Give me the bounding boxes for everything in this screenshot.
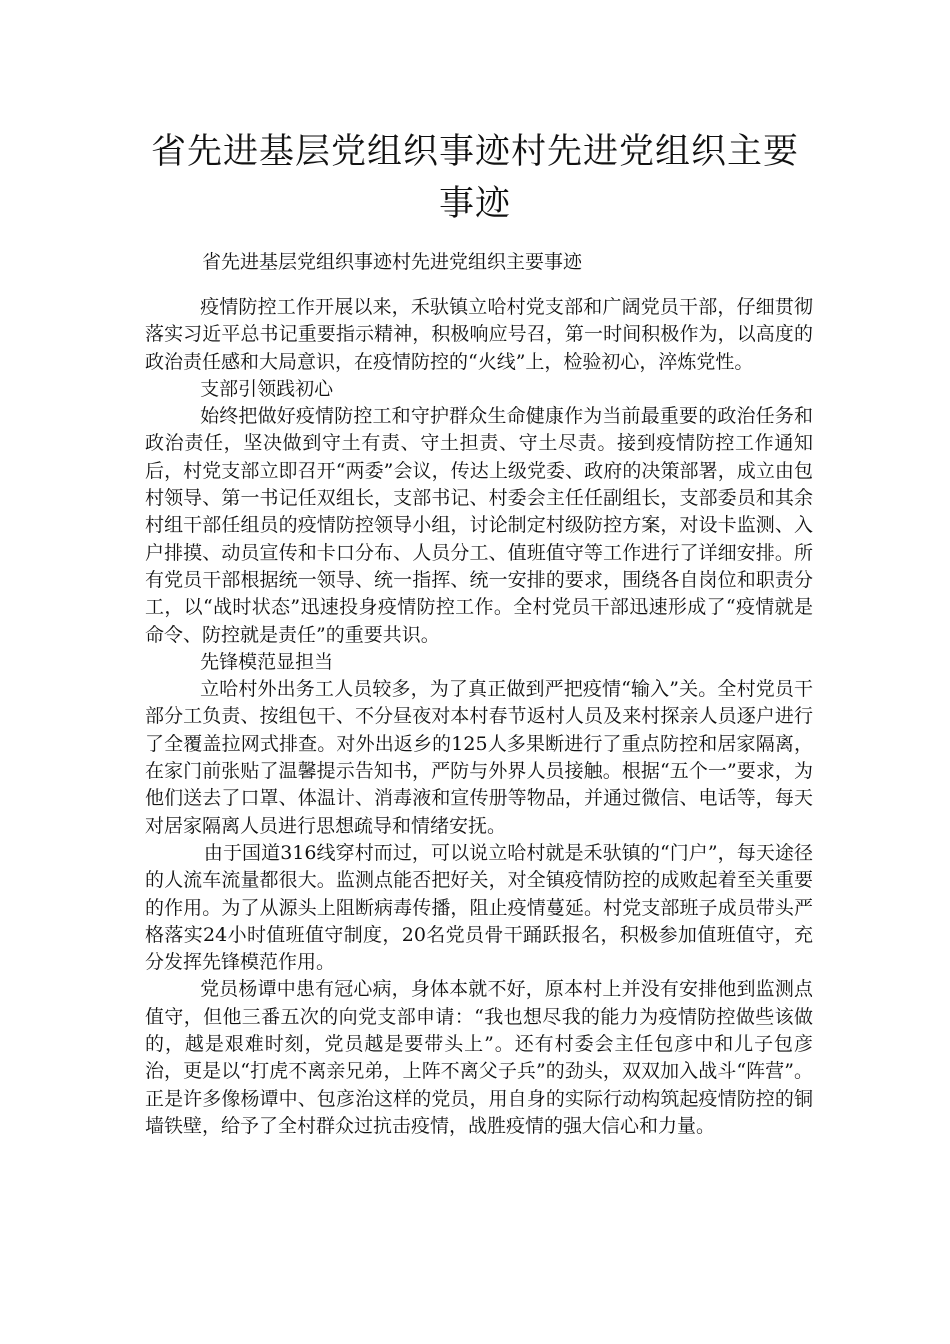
paragraph-vanguard-checkpoint: 由于国道316线穿村而过，可以说立哈村就是禾驮镇的“门户”，每天途径的人流车流量都很大。监测点能否把好关，对全镇疫情防控的成败起着至关重要的作用。为了从源头上阻断病毒传播，阻止疫情蔓延。村党支部班子成员带头严格落实24小时值班值守制度，20名党员骨干踊跃报名，积极参加值班值守，充分发挥先锋模范作用。 (145, 841, 813, 974)
section-heading-branch-leads: 支部引领践初心 (200, 377, 334, 400)
document-subtitle: 省先进基层党组织事迹村先进党组织主要事迹 (202, 251, 583, 273)
document-body (145, 294, 813, 1140)
section-heading-vanguard: 先锋模范显担当 (200, 650, 334, 673)
document-title: 省先进基层党组织事迹村先进党组织主要事迹 (150, 132, 799, 224)
paragraph-vanguard-screening: 立哈村外出务工人员较多，为了真正做到严把疫情“输入”关。全村党员干部分工负责、按组包干、不分昼夜对本村春节返村人员及来村探亲人员逐户进行了全覆盖拉网式排查。对外出返乡的125人多果断进行了重点防控和居家隔离，在家门前张贴了温馨提示告知书，严防与外界人员接触。根据“五个一”要求，为他们送去了口罩、体温计、消毒液和宣传册等物品，并通过微信、电话等，每天对居家隔离人员进行思想疏导和情绪安抚。 (145, 678, 813, 837)
paragraph-intro: 疫情防控工作开展以来，禾驮镇立哈村党支部和广阔党员干部，仔细贯彻落实习近平总书记重要指示精神，积极响应号召，第一时间积极作为，以高度的政治责任感和大局意识，在疫情防控的“火线”上，检验初心，淬炼党性。 (145, 296, 813, 373)
paragraph-vanguard-members: 党员杨谭中患有冠心病，身体本就不好，原本村上并没有安排他到监测点值守，但他三番五次的向党支部申请：“我也想尽我的能力为疫情防控做些该做的，越是艰难时刻，党员越是要带头上”。还有村委会主任包彦中和儿子包彦治，更是以“打虎不离亲兄弟，上阵不离父子兵”的劲头，双双加入战斗“阵营”。正是许多像杨谭中、包彦治这样的党员，用自身的实际行动构筑起疫情防控的铜墙铁壁，给予了全村群众过抗击疫情，战胜疫情的强大信心和力量。 (145, 978, 813, 1137)
paragraph-branch-leads: 始终把做好疫情防控工和守护群众生命健康作为当前最重要的政治任务和政治责任，坚决做到守土有责、守土担责、守土尽责。接到疫情防控工作通知后，村党支部立即召开“两委”会议，传达上级党委、政府的决策部署，成立由包村领导、第一书记任双组长，支部书记、村委会主任任副组长，支部委员和其余村组干部任组员的疫情防控领导小组，讨论制定村级防控方案，对设卡监测、入户排摸、动员宣传和卡口分布、人员分工、值班值守等工作进行了详细安排。所有党员干部根据统一领导、统一指挥、统一安排的要求，围绕各自岗位和职责分工，以“战时状态”迅速投身疫情防控工作。全村党员干部迅速形成了“疫情就是命令、防控就是责任”的重要共识。 (145, 405, 813, 646)
